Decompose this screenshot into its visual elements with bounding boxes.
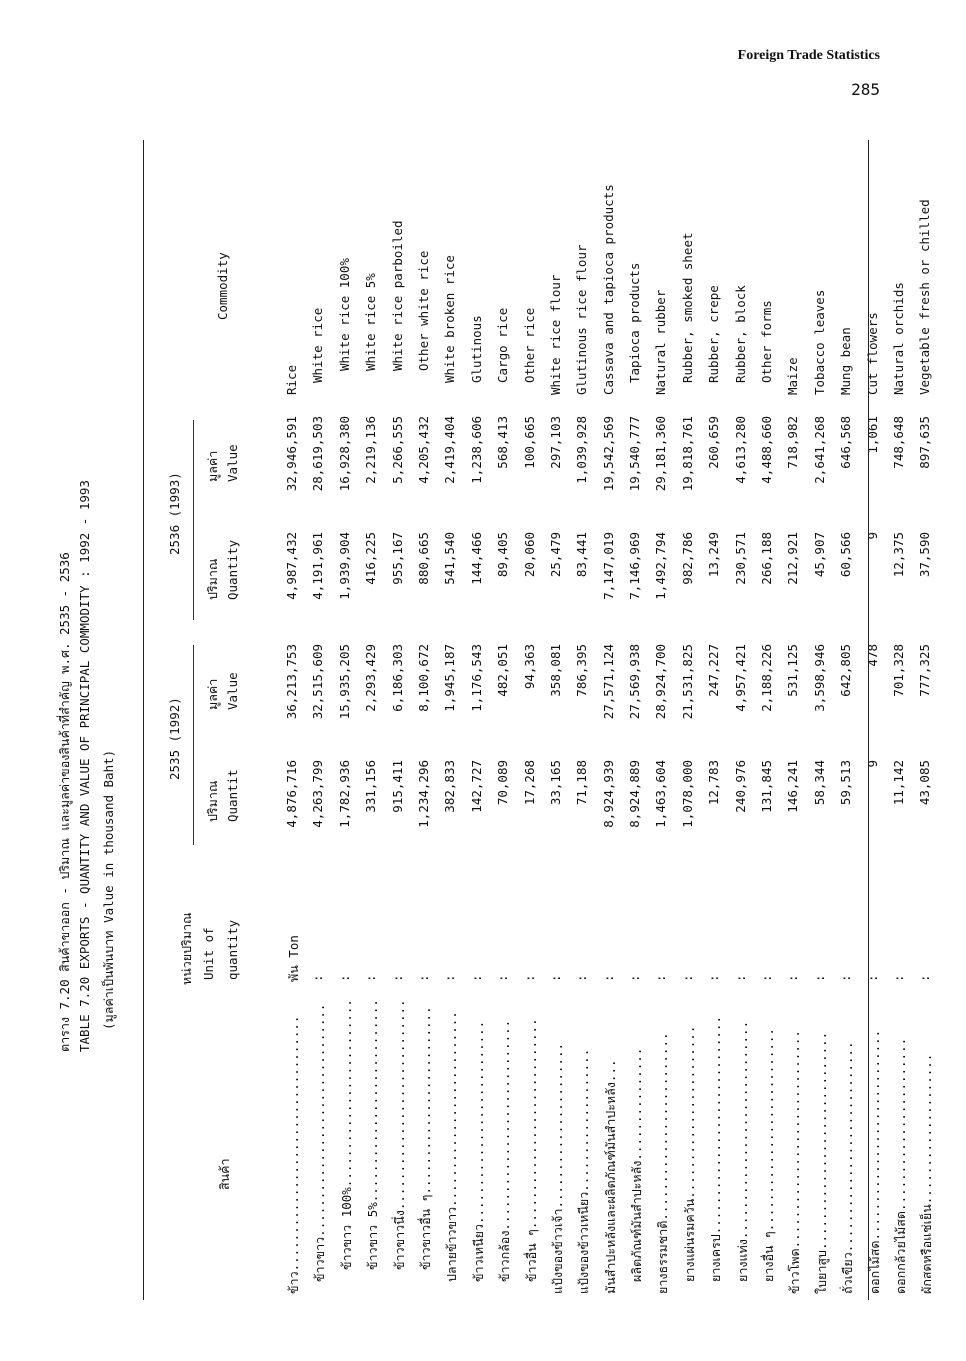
commodity-thai-cell: ผลิตภัณฑ์มันสำปะหลัง............... xyxy=(629,1047,645,1282)
commodity-thai-cell: ยางแผ่นรมควัน....................... xyxy=(681,1025,697,1282)
value-1992-cell: 15,935,205 xyxy=(336,644,352,720)
commodity-english-cell: Mung bean xyxy=(838,327,854,395)
value-1992-cell: 1,945,187 xyxy=(442,644,458,712)
value-1993-cell: 100,665 xyxy=(521,416,537,469)
value-1993-cell: 568,413 xyxy=(495,416,511,469)
unit-cell: : xyxy=(732,974,748,982)
quantity-1992-cell: 33,165 xyxy=(547,760,563,806)
commodity-english-cell: Rice xyxy=(284,364,299,395)
caption-thai: ตาราง 7.20 สินค้าขาออก - ปริมาณ และมูลค่าของสินค้าที่สำคัญ พ.ศ. 2535 - 2536 xyxy=(57,552,72,1052)
quantity-1992-cell: 11,142 xyxy=(890,760,906,806)
table-row xyxy=(601,140,627,1300)
quantity-1992-cell: 142,727 xyxy=(468,760,484,813)
value-1993-cell: 718,982 xyxy=(785,416,801,469)
unit-cell: : xyxy=(627,974,643,982)
quantity-1993-cell: 416,225 xyxy=(363,532,379,585)
quantity-1992-cell: 8,924,889 xyxy=(627,760,643,828)
table-row xyxy=(284,140,310,1300)
quantity-1992-cell: 9 xyxy=(864,760,880,768)
quantity-1993-cell: 4,191,961 xyxy=(310,532,326,600)
quantity-1992-cell: 4,876,716 xyxy=(284,760,299,828)
quantity-1992-cell: 131,845 xyxy=(759,760,775,813)
table-row xyxy=(838,140,864,1300)
value-1992-cell: 701,328 xyxy=(890,644,906,697)
quantity-1993-cell: 13,249 xyxy=(706,532,722,578)
table-row xyxy=(653,140,679,1300)
value-1992-cell: 358,081 xyxy=(547,644,563,697)
table-row xyxy=(363,140,389,1300)
qty-thai-1993: ปริมาณ xyxy=(205,558,220,600)
value-1992-cell: 642,805 xyxy=(838,644,854,697)
quantity-1993-cell: 12,375 xyxy=(890,532,906,578)
table-row xyxy=(917,140,943,1300)
commodity-thai-cell: แป้งของข้าวเจ้า...................... xyxy=(549,1042,565,1294)
unit-cell: : xyxy=(389,974,405,982)
value-1992-cell: 8,100,672 xyxy=(415,644,431,712)
commodity-english-cell: Other rice xyxy=(521,307,537,383)
quantity-1992-cell: 71,188 xyxy=(574,760,590,806)
unit-cell: : xyxy=(310,974,326,982)
quantity-1992-cell: 1,078,000 xyxy=(679,760,695,828)
table-row xyxy=(785,140,811,1300)
commodity-thai-cell: ถั่วเขียว............................ xyxy=(840,1041,856,1294)
value-1993-cell: 1,039,928 xyxy=(574,416,590,484)
commodity-thai-cell: ดอกกล้วยไม้สด....................... xyxy=(892,1037,908,1294)
unit-cell: : xyxy=(785,974,801,982)
unit-cell: : xyxy=(468,974,484,982)
rotated-table-area xyxy=(55,140,935,1300)
quantity-1993-cell: 230,571 xyxy=(732,532,748,585)
quantity-1993-cell: 7,146,969 xyxy=(627,532,643,600)
commodity-thai-cell: ดอกไม้สด............................ xyxy=(866,1029,882,1294)
quantity-1992-cell: 70,089 xyxy=(495,760,511,806)
year-1992-header: 2535 (1992) xyxy=(167,697,182,780)
commodity-english-cell: Tapioca products xyxy=(627,262,643,383)
commodity-thai-cell: ข้าวอื่น ๆ............................ xyxy=(523,1018,539,1282)
value-1992-cell: 4,957,421 xyxy=(732,644,748,712)
commodity-english-cell: White broken rice xyxy=(442,255,458,383)
table-bottom-rule xyxy=(868,140,869,1300)
commodity-english-cell: White rice 5% xyxy=(363,273,379,371)
commodity-english-cell: Cargo rice xyxy=(495,307,511,383)
commodity-english-cell: Rubber, smoked sheet xyxy=(679,232,695,383)
quantity-1992-cell: 240,976 xyxy=(732,760,748,813)
unit-cell: พัน Ton xyxy=(286,935,301,982)
value-1993-cell: 2,219,136 xyxy=(363,416,379,484)
commodity-english-cell: Vegetable fresh or chilled xyxy=(917,199,933,395)
quantity-1993-cell: 982,786 xyxy=(679,532,695,585)
value-1993-cell: 2,641,268 xyxy=(811,416,827,484)
quantity-1993-cell: 212,921 xyxy=(785,532,801,585)
page-header-title: Foreign Trade Statistics xyxy=(737,48,880,63)
value-1992-cell: 28,924,700 xyxy=(653,644,669,720)
table-row xyxy=(759,140,785,1300)
commodity-english-cell: White rice 100% xyxy=(336,258,352,371)
commodity-thai-cell: แป้งของข้าวเหนียว................... xyxy=(576,1048,592,1294)
value-1993-cell: 897,635 xyxy=(917,416,933,469)
quantity-1993-cell: 20,060 xyxy=(521,532,537,578)
val-en-1992: Value xyxy=(225,672,240,710)
quantity-1993-cell: 1,492,794 xyxy=(653,532,669,600)
unit-thai-header: หน่วยปริมาณ xyxy=(179,912,194,985)
commodity-thai-cell: ยางแท่ง............................. xyxy=(734,1020,750,1282)
caption-english: TABLE 7.20 EXPORTS - QUANTITY AND VALUE OF PRINCIPAL COMMODITY : 1992 - 1993 xyxy=(77,480,92,1052)
commodity-thai-cell: ใบยาสูบ............................. xyxy=(813,1031,829,1294)
commodity-thai-cell: ข้าวเหนียว........................... xyxy=(470,1020,486,1282)
quantity-1993-cell: 45,907 xyxy=(811,532,827,578)
quantity-1992-cell: 43,085 xyxy=(917,760,933,806)
commodity-english-cell: Glutinous rice flour xyxy=(574,244,590,395)
value-1992-cell: 478 xyxy=(864,644,880,667)
quantity-1992-cell: 1,234,296 xyxy=(415,760,431,828)
value-1992-cell: 32,515,609 xyxy=(310,644,326,720)
commodity-thai-cell: ยางเครป............................. xyxy=(708,1016,724,1282)
year-1993-rule xyxy=(193,420,194,620)
commodity-english-cell: Maize xyxy=(785,357,801,395)
quantity-1993-cell: 541,540 xyxy=(442,532,458,585)
page-number: 285 xyxy=(851,80,880,99)
unit-cell: : xyxy=(706,974,722,982)
quantity-1993-cell: 1,939,904 xyxy=(336,532,352,600)
value-1993-cell: 4,205,432 xyxy=(415,416,431,484)
unit-cell: : xyxy=(653,974,669,982)
quantity-1993-cell: 955,167 xyxy=(389,532,405,585)
value-1992-cell: 482,051 xyxy=(495,644,511,697)
table-top-rule xyxy=(143,140,144,1300)
table-row xyxy=(680,140,706,1300)
quantity-1992-cell: 331,156 xyxy=(363,760,379,813)
commodity-english-cell: Tobacco leaves xyxy=(811,289,827,395)
value-1993-cell: 297,103 xyxy=(547,416,563,469)
value-1993-cell: 19,542,569 xyxy=(600,416,616,492)
commodity-english-cell: White rice flour xyxy=(547,274,563,395)
commodity-thai-cell: ข้าวขาว............................... xyxy=(312,1003,328,1282)
value-1992-cell: 531,125 xyxy=(785,644,801,697)
unit-cell: : xyxy=(574,974,590,982)
quantity-1992-cell: 12,783 xyxy=(706,760,722,806)
commodity-english-cell: Glutinous xyxy=(468,315,484,383)
quantity-1992-cell: 58,344 xyxy=(811,760,827,806)
table-row xyxy=(495,140,521,1300)
commodity-thai-cell: ข้าวขาว 5%........................... xyxy=(365,999,381,1270)
unit-cell: : xyxy=(838,974,854,982)
table-row xyxy=(337,140,363,1300)
commodity-thai-cell: ผักสดหรือแช่เย็น.................... xyxy=(919,1053,935,1294)
qty-en-1993: Quantity xyxy=(225,539,240,600)
quantity-1992-cell: 8,924,939 xyxy=(600,760,616,828)
unit-cell: : xyxy=(864,974,880,982)
val-thai-1993: มูลค่า xyxy=(205,450,220,482)
commodity-english-cell: Other forms xyxy=(759,300,775,383)
value-1993-cell: 29,181,360 xyxy=(653,416,669,492)
value-1993-cell: 260,659 xyxy=(706,416,722,469)
commodity-english-cell: Rubber, block xyxy=(732,285,748,383)
value-1992-cell: 786,395 xyxy=(574,644,590,697)
quantity-1993-cell: 880,665 xyxy=(415,532,431,585)
commodity-english-cell: Rubber, crepe xyxy=(706,285,722,383)
table-row xyxy=(522,140,548,1300)
value-1993-cell: 4,613,280 xyxy=(732,416,748,484)
value-1993-cell: 19,818,761 xyxy=(679,416,695,492)
table-row xyxy=(469,140,495,1300)
value-1992-cell: 3,598,946 xyxy=(811,644,827,712)
unit-cell: : xyxy=(521,974,537,982)
commodity-thai-cell: ข้าว.................................. xyxy=(286,1015,301,1294)
table-row xyxy=(627,140,653,1300)
value-1993-cell: 1,061 xyxy=(864,416,880,454)
unit-cell: : xyxy=(547,974,563,982)
table-row xyxy=(733,140,759,1300)
quantity-1993-cell: 60,566 xyxy=(838,532,854,578)
unit-cell: : xyxy=(759,974,775,982)
quantity-1992-cell: 17,268 xyxy=(521,760,537,806)
quantity-1993-cell: 25,479 xyxy=(547,532,563,578)
table-row xyxy=(706,140,732,1300)
commodity-en-header: Commodity xyxy=(215,252,230,320)
year-1993-header: 2536 (1993) xyxy=(167,472,182,555)
qty-en-1992: Quantit xyxy=(225,769,240,822)
value-1992-cell: 1,176,543 xyxy=(468,644,484,712)
value-1993-cell: 2,419,404 xyxy=(442,416,458,484)
unit-cell: : xyxy=(811,974,827,982)
commodity-thai-cell: ยางอื่น ๆ........................... xyxy=(761,1028,777,1282)
table-row xyxy=(812,140,838,1300)
table-row xyxy=(548,140,574,1300)
quantity-1993-cell: 144,466 xyxy=(468,532,484,585)
unit-en-header-1: Unit of xyxy=(201,927,216,980)
caption-unit-note: (มูลค่าเป็นพันบาท Value in thousand Baht) xyxy=(101,749,116,1030)
table-row xyxy=(442,140,468,1300)
value-1992-cell: 2,188,226 xyxy=(759,644,775,712)
value-1993-cell: 5,266,555 xyxy=(389,416,405,484)
table-row xyxy=(310,140,336,1300)
commodity-english-cell: Cassava and tapioca products xyxy=(600,184,616,395)
val-thai-1992: มูลค่า xyxy=(205,678,220,710)
quantity-1992-cell: 1,782,936 xyxy=(336,760,352,828)
quantity-1993-cell: 9 xyxy=(864,532,880,540)
unit-en-header-2: quantity xyxy=(225,919,240,980)
quantity-1992-cell: 382,833 xyxy=(442,760,458,813)
commodity-english-cell: Natural rubber xyxy=(653,289,669,395)
value-1993-cell: 748,648 xyxy=(890,416,906,469)
value-1992-cell: 27,569,938 xyxy=(627,644,643,720)
commodity-english-cell: White rice xyxy=(310,307,326,383)
quantity-1992-cell: 146,241 xyxy=(785,760,801,813)
commodity-thai-cell: ปลายข้าวขาว.......................... xyxy=(444,1011,460,1282)
quantity-1993-cell: 37,590 xyxy=(917,532,933,578)
value-1992-cell: 21,531,825 xyxy=(679,644,695,720)
value-1993-cell: 646,568 xyxy=(838,416,854,469)
unit-cell: : xyxy=(363,974,379,982)
data-table xyxy=(284,140,944,1300)
unit-cell: : xyxy=(495,974,511,982)
unit-cell: : xyxy=(336,974,352,982)
quantity-1992-cell: 915,411 xyxy=(389,760,405,813)
val-en-1993: Value xyxy=(225,444,240,482)
table-row xyxy=(390,140,416,1300)
commodity-english-cell: Other white rice xyxy=(415,250,431,371)
commodity-thai-cell: ข้าวขาวอื่น ๆ......................... xyxy=(417,1006,433,1270)
commodity-thai-header: สินค้า xyxy=(217,1158,232,1190)
value-1992-cell: 94,363 xyxy=(521,644,537,690)
quantity-1993-cell: 83,441 xyxy=(574,532,590,578)
quantity-1992-cell: 59,513 xyxy=(838,760,854,806)
value-1993-cell: 4,488,660 xyxy=(759,416,775,484)
quantity-1993-cell: 89,405 xyxy=(495,532,511,578)
quantity-1993-cell: 7,147,019 xyxy=(600,532,616,600)
table-row xyxy=(574,140,600,1300)
quantity-1993-cell: 4,987,432 xyxy=(284,532,299,600)
value-1992-cell: 2,293,429 xyxy=(363,644,379,712)
value-1992-cell: 36,213,753 xyxy=(284,644,299,720)
value-1993-cell: 32,946,591 xyxy=(284,416,299,492)
commodity-thai-cell: ข้าวกล้อง............................ xyxy=(497,1019,513,1282)
value-1993-cell: 28,619,503 xyxy=(310,416,326,492)
unit-cell: : xyxy=(679,974,695,982)
value-1993-cell: 16,928,380 xyxy=(336,416,352,492)
year-1992-rule xyxy=(193,645,194,845)
value-1992-cell: 777,325 xyxy=(917,644,933,697)
commodity-thai-cell: ข้าวโพด............................. xyxy=(787,1030,803,1294)
quantity-1993-cell: 266,188 xyxy=(759,532,775,585)
commodity-thai-cell: ข้าวขาว 100%......................... xyxy=(338,999,354,1270)
qty-thai-1992: ปริมาณ xyxy=(205,780,220,822)
commodity-thai-cell: มันสำปะหลังและผลิตภัณฑ์มันสำปะหลัง... xyxy=(602,1059,618,1294)
quantity-1992-cell: 4,263,799 xyxy=(310,760,326,828)
unit-cell: : xyxy=(442,974,458,982)
table-row xyxy=(891,140,917,1300)
unit-cell: : xyxy=(415,974,431,982)
unit-cell: : xyxy=(600,974,616,982)
commodity-english-cell: White rice parboiled xyxy=(389,220,405,371)
commodity-thai-cell: ยางธรรมชาติ......................... xyxy=(655,1032,671,1294)
unit-cell: : xyxy=(890,974,906,982)
table-row xyxy=(416,140,442,1300)
unit-cell: : xyxy=(917,974,933,982)
value-1993-cell: 1,238,606 xyxy=(468,416,484,484)
commodity-english-cell: Cut flowers xyxy=(864,312,880,395)
commodity-thai-cell: ข้าวขาวนึ่ง............................ xyxy=(391,999,407,1270)
value-1992-cell: 6,186,303 xyxy=(389,644,405,712)
commodity-english-cell: Natural orchids xyxy=(890,282,906,395)
value-1992-cell: 27,571,124 xyxy=(600,644,616,720)
value-1992-cell: 247,227 xyxy=(706,644,722,697)
quantity-1992-cell: 1,463,604 xyxy=(653,760,669,828)
value-1993-cell: 19,540,777 xyxy=(627,416,643,492)
